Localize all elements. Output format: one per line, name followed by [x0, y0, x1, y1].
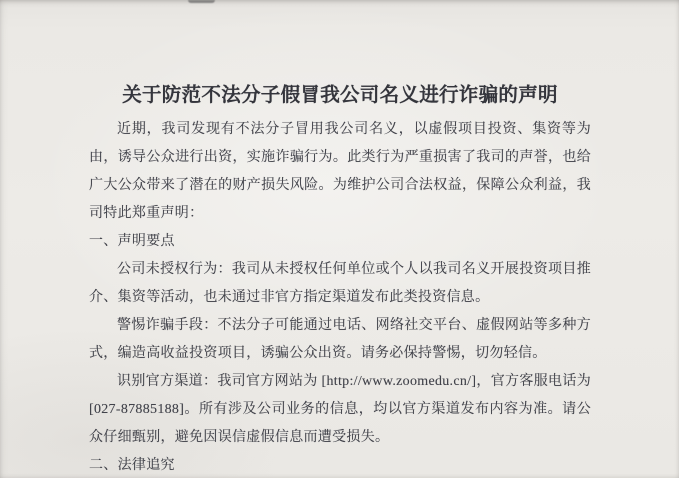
document-title: 关于防范不法分子假冒我公司名义进行诈骗的声明: [122, 85, 558, 106]
section-heading-statement-points: 一、声明要点: [89, 234, 175, 249]
paragraph-fraud-tactics-warning: 警惕诈骗手段：不法分子可能通过电话、网络社交平台、虚假网站等多种方式，编造高收益投资项目，诱骗公众出资。请务必保持警惕，切勿轻信。: [89, 318, 591, 361]
scan-artifact-smudge: [188, 0, 215, 3]
section-heading-legal-action: 二、法律追究: [89, 458, 175, 473]
paragraph-intro: 近期，我司发现有不法分子冒用我公司名义，以虚假项目投资、集资等为由，诱导公众进行出资，实施诈骗行为。此类行为严重损害了我司的声誉，也给广大公众带来了潜在的财产损失风险。为维护公司合法权益，保障公众利益，我司特此郑重声明：: [89, 122, 591, 221]
paragraph-unauthorized-activities: 公司未授权行为：我司从未授权任何单位或个人以我司名义开展投资项目推介、集资等活动，也未通过非官方指定渠道发布此类投资信息。: [89, 262, 591, 305]
document-body: [89, 84, 591, 478]
paragraph-official-channels: 识别官方渠道：我司官方网站为 [http://www.zoomedu.cn/]，官方客服电话为 [027-87885188]。所有涉及公司业务的信息，均以官方渠道发布内容为准。请公众仔细甄别，避免因误信虚假信息而遭受损失。: [89, 374, 591, 445]
